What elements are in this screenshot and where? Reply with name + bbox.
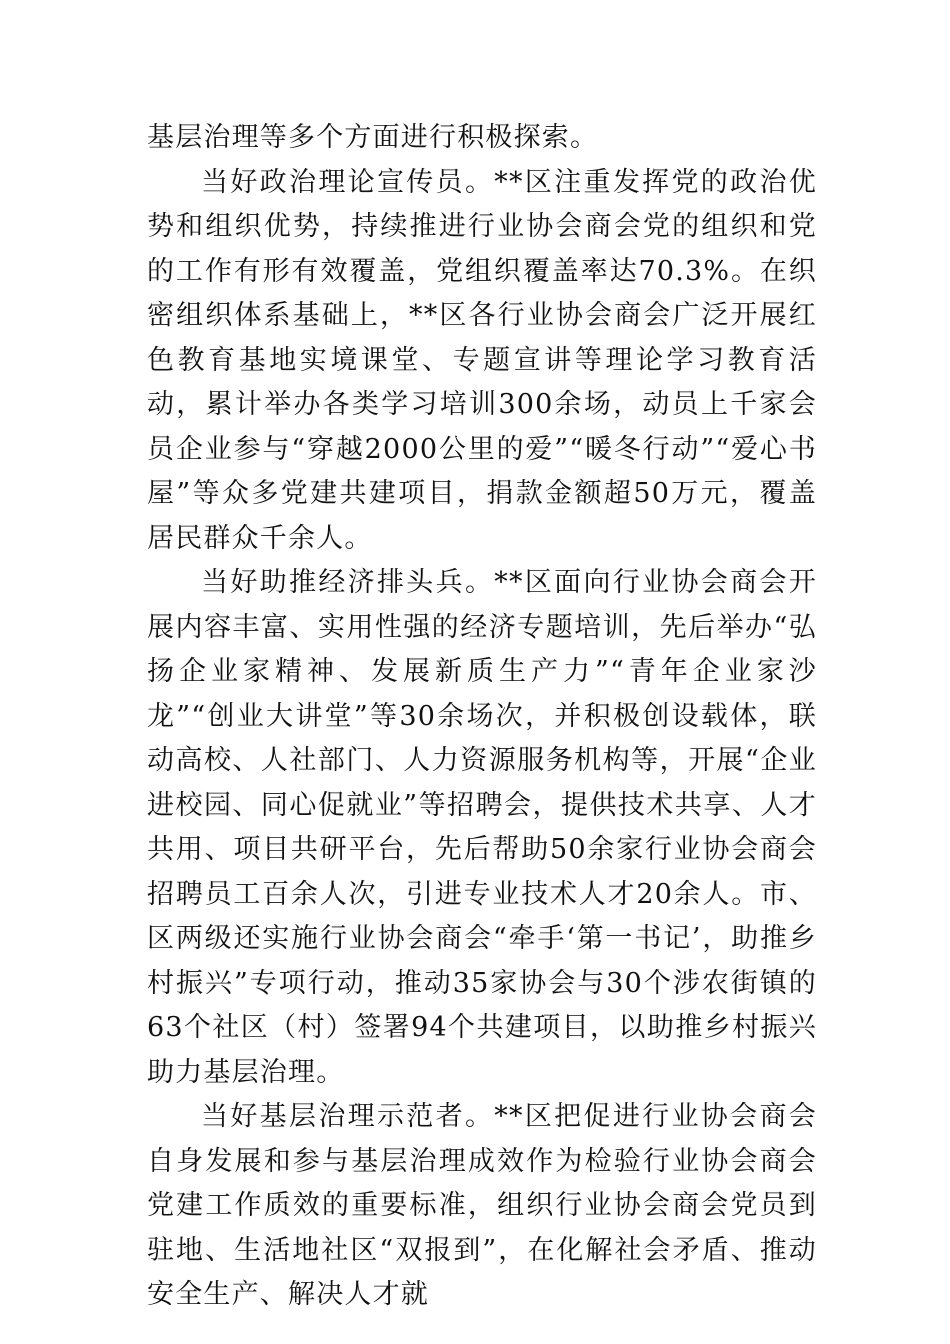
body-text (147, 116, 817, 1318)
paragraph-grassroots-governance: 当好基层治理示范者。**区把促进行业协会商会自身发展和参与基层治理成效作为检验行业协会商会党建工作质效的重要标准，组织行业协会商会党员到驻地、生活地社区“双报到”，在化解社会矛盾、推动安全生产、解决人才就 (147, 1101, 817, 1310)
paragraph-political-theory: 当好政治理论宣传员。**区注重发挥党的政治优势和组织优势，持续推进行业协会商会党的组织和党的工作有形有效覆盖，党组织覆盖率达70.3%。在织密组织体系基础上，**区各行业协会商会广泛开展红色教育基地实境课堂、专题宣讲等理论学习教育活动，累计举办各类学习培训300余场，动员上千家会员企业参与“穿越2000公里的爱”“暖冬行动”“爱心书屋”等众多党建共建项目，捐款金额超50万元，覆盖居民群众千余人。 (147, 166, 817, 554)
paragraph-economic-support: 当好助推经济排头兵。**区面向行业协会商会开展内容丰富、实用性强的经济专题培训，先后举办“弘扬企业家精神、发展新质生产力”“青年企业家沙龙”“创业大讲堂”等30余场次，并积极创设载体，联动高校、人社部门、人力资源服务机构等，开展“企业进校园、同心促就业”等招聘会，提供技术共享、人才共用、项目共研平台，先后帮助50余家行业协会商会招聘员工百余人次，引进专业技术人才20余人。市、区两级还实施行业协会商会“牵手‘第一书记’，助推乡村振兴”专项行动，推动35家协会与30个涉农街镇的63个社区（村）签署94个共建项目，以助推乡村振兴助力基层治理。 (147, 567, 817, 1088)
paragraph-continuation: 基层治理等多个方面进行积极探索。 (147, 122, 599, 153)
